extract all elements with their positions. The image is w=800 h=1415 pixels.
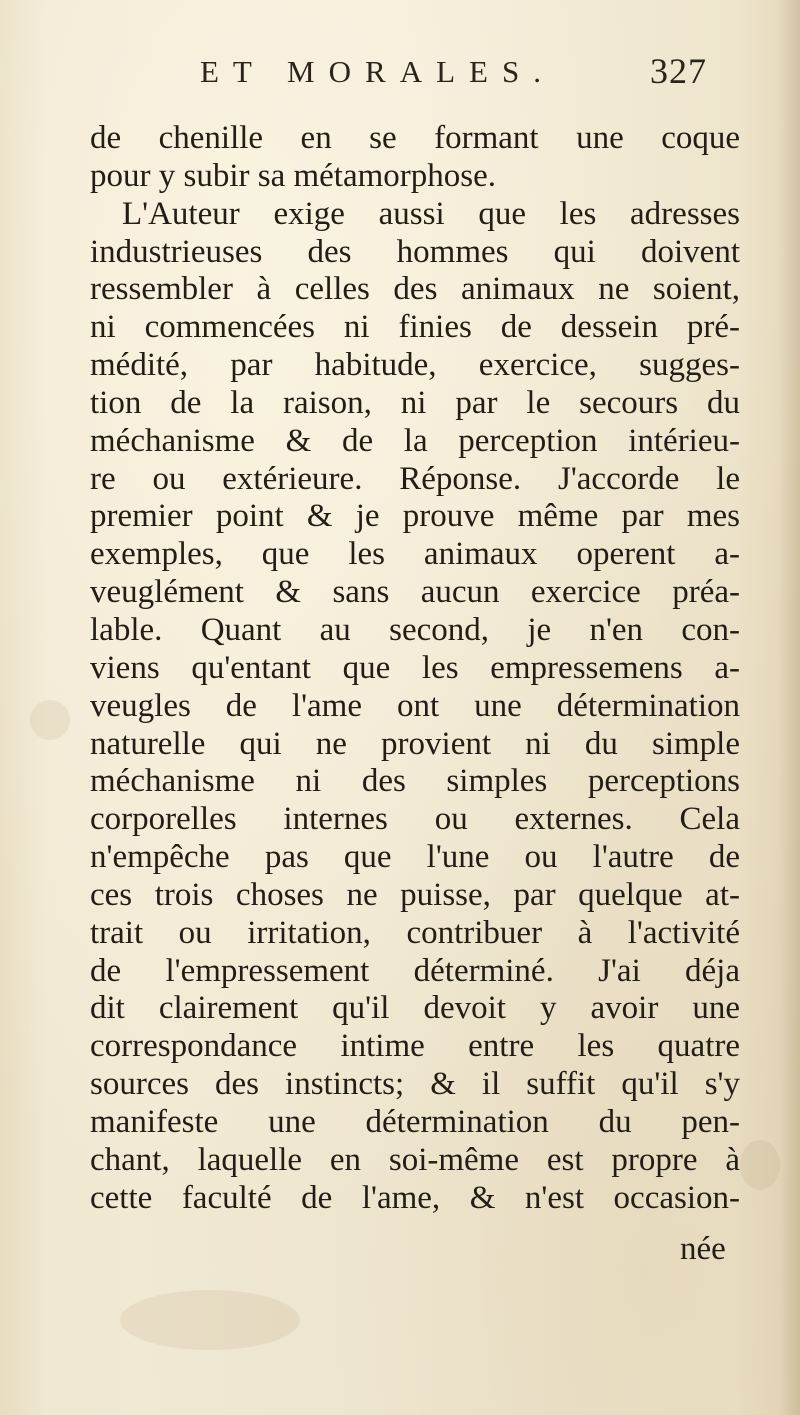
text-line: cette faculté de l'ame, & n'est occasion- [90, 1179, 740, 1216]
text-line: pour y subir sa métamorphose. [90, 157, 497, 194]
text-line: premier point & je prouve même par mes [90, 498, 740, 535]
text-line: L'Auteur exige aussi que les adresses [122, 195, 740, 232]
text-line: ressembler à celles des animaux ne soient, [90, 271, 740, 308]
text-line: de l'empressement déterminé. J'ai déja [90, 952, 740, 989]
text-line: n'empêche pas que l'une ou l'autre de [90, 839, 740, 876]
text-line: corporelles internes ou externes. Cela [90, 801, 740, 838]
catchword: née [680, 1231, 726, 1267]
text-line: naturelle qui ne provient ni du simple [90, 725, 740, 762]
text-line: méchanisme ni des simples perceptions [90, 763, 740, 800]
text-line: sources des instincts; & il suffit qu'il s'y [90, 1066, 740, 1103]
text-line: viens qu'entant que les empressemens a- [90, 649, 740, 686]
text-line: re ou extérieure. Réponse. J'accorde le [90, 460, 740, 497]
text-line: tion de la raison, ni par le secours du [90, 384, 740, 421]
text-line: chant, laquelle en soi-même est propre à [90, 1141, 740, 1178]
text-line: industrieuses des hommes qui doivent [90, 233, 740, 270]
text-line: dit clairement qu'il devoit y avoir une [90, 990, 740, 1027]
text-line: manifeste une détermination du pen- [90, 1103, 740, 1140]
running-head: ET MORALES. [200, 54, 555, 89]
text-line: ces trois choses ne puisse, par quelque at- [90, 876, 740, 913]
text-line: méchanisme & de la perception intérieu- [90, 422, 740, 459]
text-line: trait ou irritation, contribuer à l'activité [90, 914, 740, 951]
text-line: exemples, que les animaux operent a- [90, 536, 740, 573]
page-number: 327 [650, 51, 707, 91]
page-header [0, 44, 800, 104]
text-line: correspondance intime entre les quatre [90, 1028, 740, 1065]
text-line: lable. Quant au second, je n'en con- [90, 611, 740, 648]
text-line: médité, par habitude, exercice, sugges- [90, 347, 740, 384]
body-text [90, 120, 740, 1217]
text-line: veuglément & sans aucun exercice préa- [90, 574, 740, 611]
text-line: ni commencées ni finies de dessein pré- [90, 309, 740, 346]
text-line: de chenille en se formant une coque [90, 120, 740, 156]
text-line: veugles de l'ame ont une détermination [90, 687, 740, 724]
